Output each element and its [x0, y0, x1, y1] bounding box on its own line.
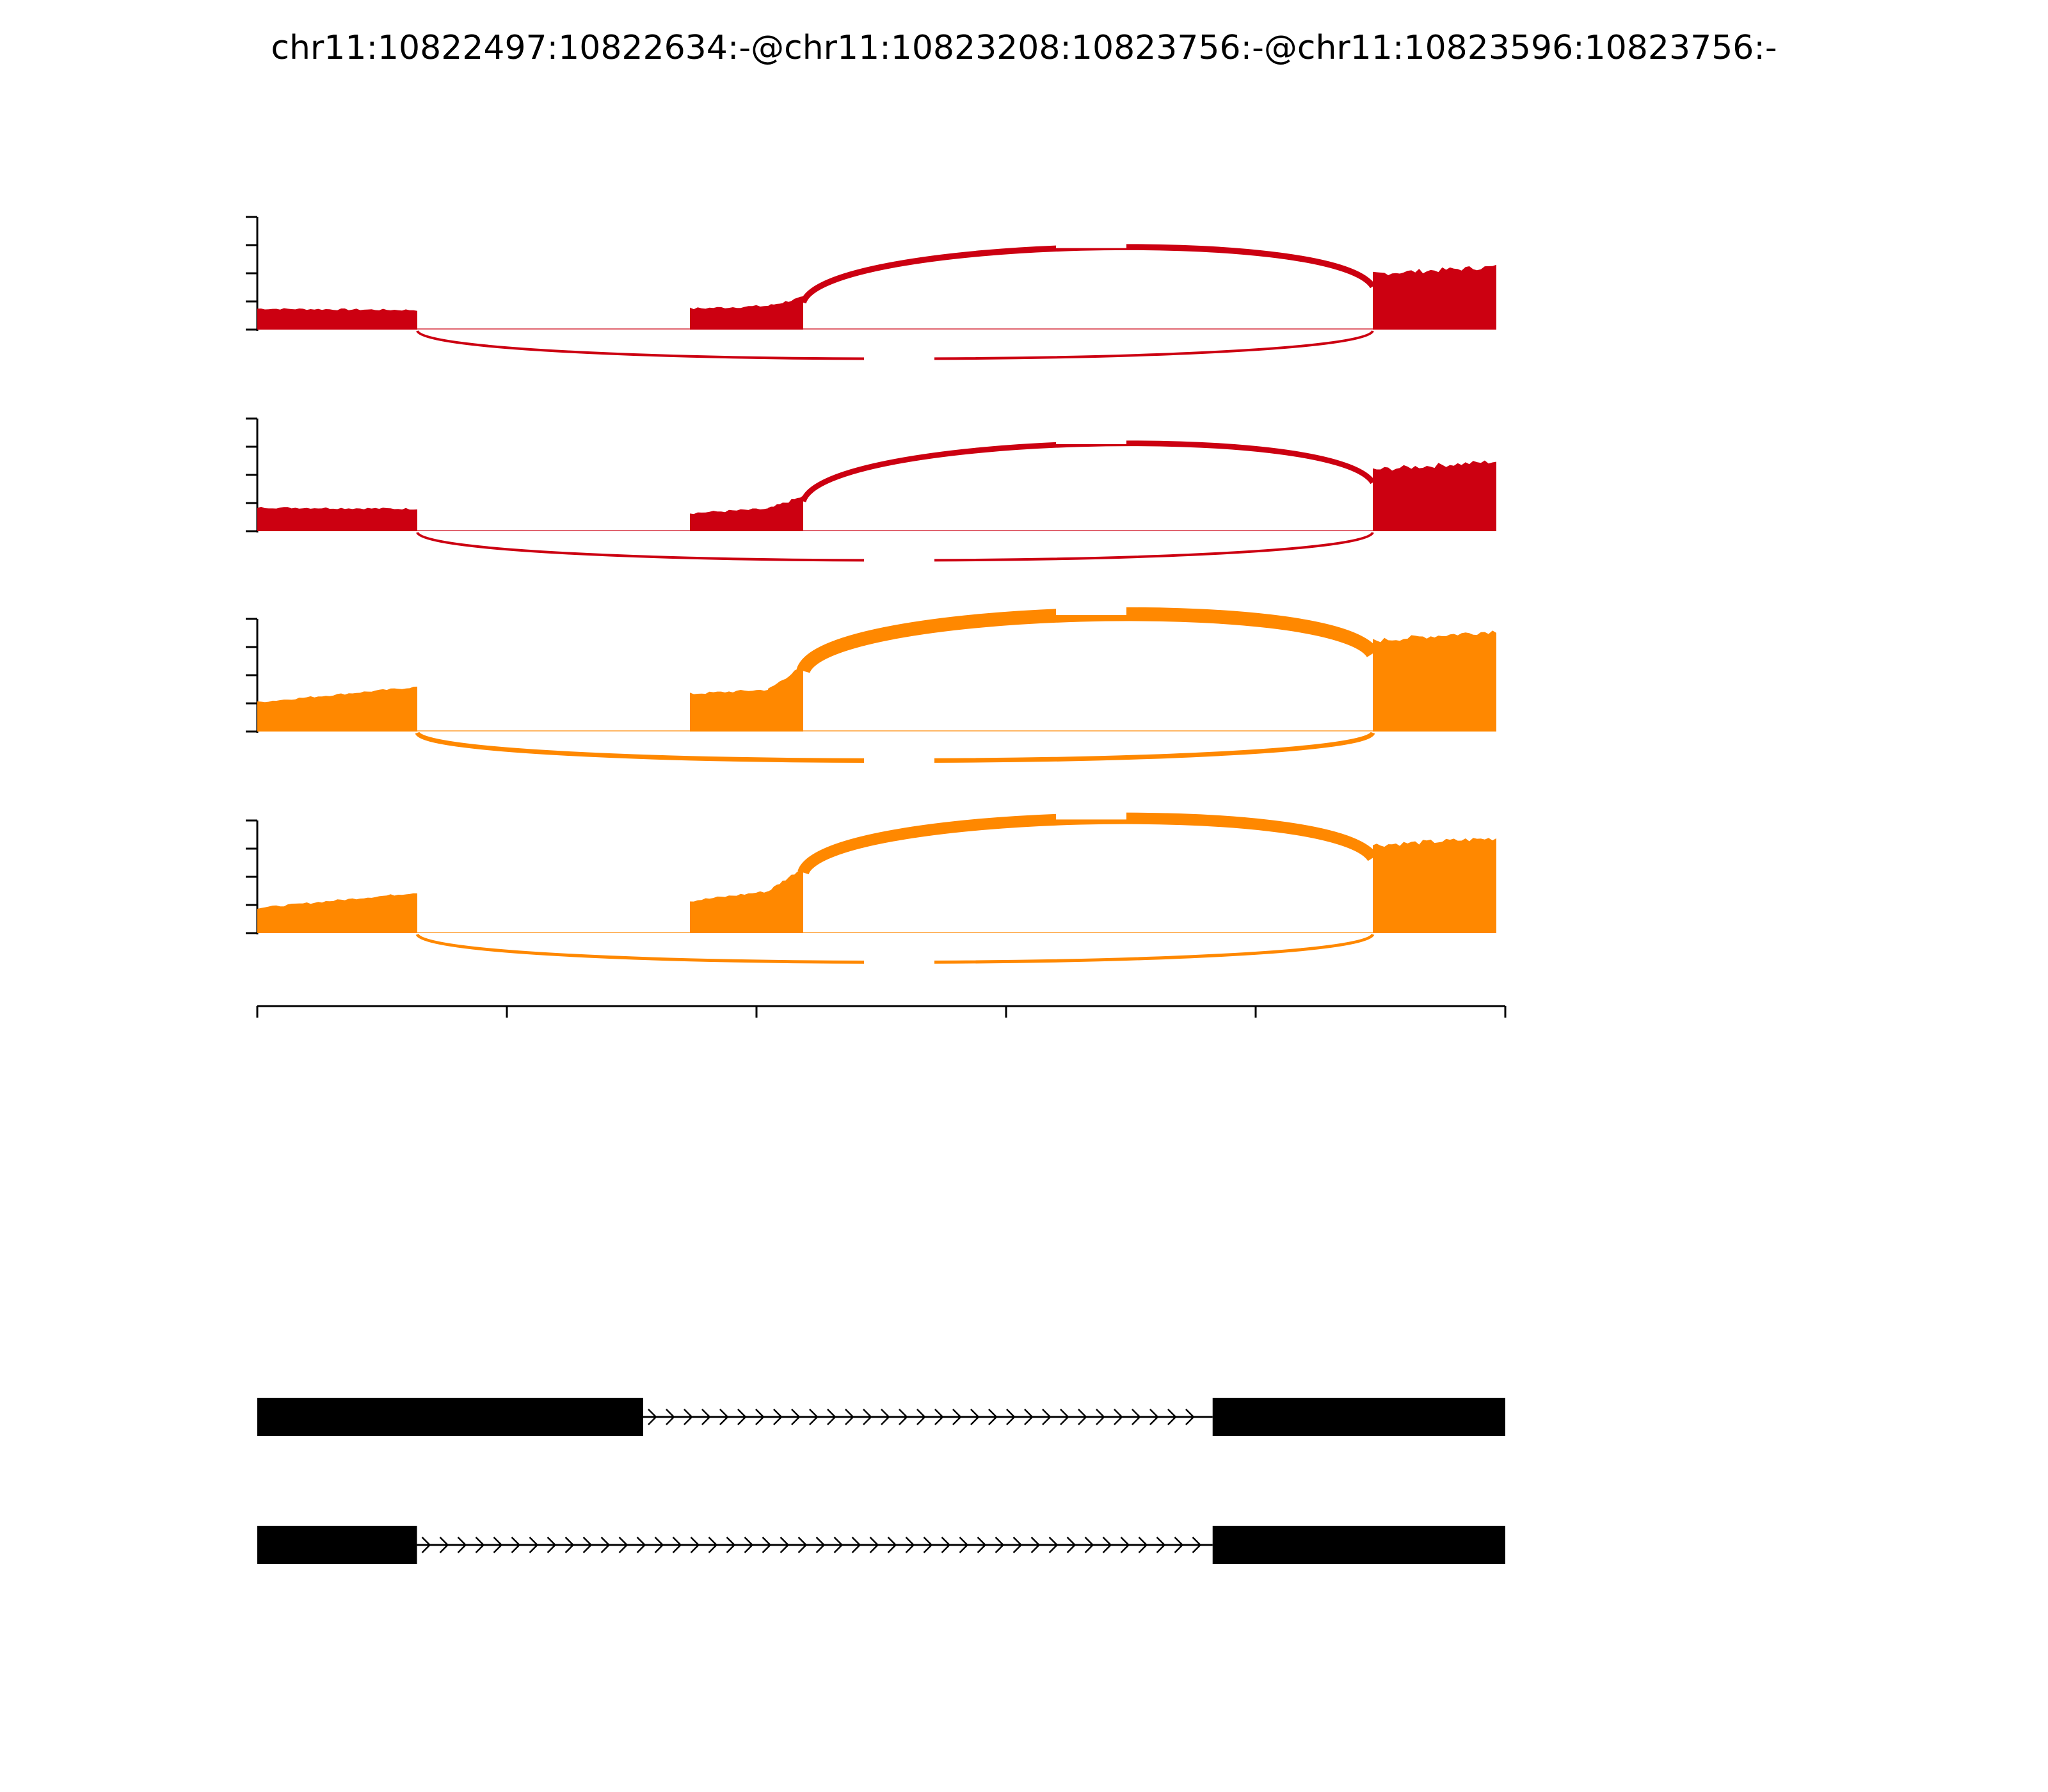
junction-label-bg: [864, 545, 934, 573]
junction-arc-inclusion: [803, 444, 1373, 502]
junction-arc-inclusion: [803, 614, 1373, 671]
coverage-exon1: [257, 308, 417, 330]
junction-label-bg: [1056, 416, 1126, 444]
coverage-tracks: [246, 217, 1496, 975]
isoform-exon: [257, 1398, 643, 1436]
junction-label-bg: [1056, 791, 1126, 819]
junction-arc-inclusion: [803, 247, 1373, 303]
coverage-exon3: [1373, 265, 1496, 330]
junction-label-bg: [864, 344, 934, 372]
track-4: [246, 791, 1496, 975]
junction-label-bg: [1056, 587, 1126, 615]
coverage-exon1: [257, 893, 417, 933]
coverage-exon2-right: [768, 666, 803, 732]
coverage-exon3: [1373, 461, 1496, 532]
junction-label-bg: [1056, 220, 1126, 248]
coverage-exon2-left: [690, 892, 768, 934]
coverage-exon2-left: [690, 305, 768, 330]
coverage-exon1: [257, 687, 417, 732]
isoform-1: [257, 1398, 1505, 1436]
coverage-exon2-right: [768, 296, 803, 330]
isoform-2: [257, 1526, 1505, 1564]
isoform-exon: [1213, 1398, 1505, 1436]
isoform-exon: [257, 1526, 417, 1564]
x-axis: [257, 1006, 1505, 1018]
track-2: [246, 416, 1496, 573]
junction-label-bg: [864, 746, 934, 774]
junction-arc-inclusion: [803, 819, 1373, 873]
coverage-exon2-right: [768, 869, 803, 933]
track-3: [246, 587, 1496, 774]
coverage-exon1: [257, 507, 417, 531]
coverage-exon2-left: [690, 508, 768, 531]
coverage-exon2-left: [690, 690, 768, 732]
track-1: [246, 217, 1496, 372]
coverage-exon3: [1373, 838, 1496, 933]
junction-label-bg: [864, 947, 934, 975]
isoform-models: [257, 1398, 1505, 1564]
figure-title: chr11:10822497:10822634:-@chr11:10823208:10823756:-@chr11:10823596:10823756:-: [271, 29, 1777, 67]
coverage-exon3: [1373, 630, 1496, 732]
coverage-exon2-right: [768, 495, 803, 531]
isoform-exon: [1213, 1526, 1505, 1564]
